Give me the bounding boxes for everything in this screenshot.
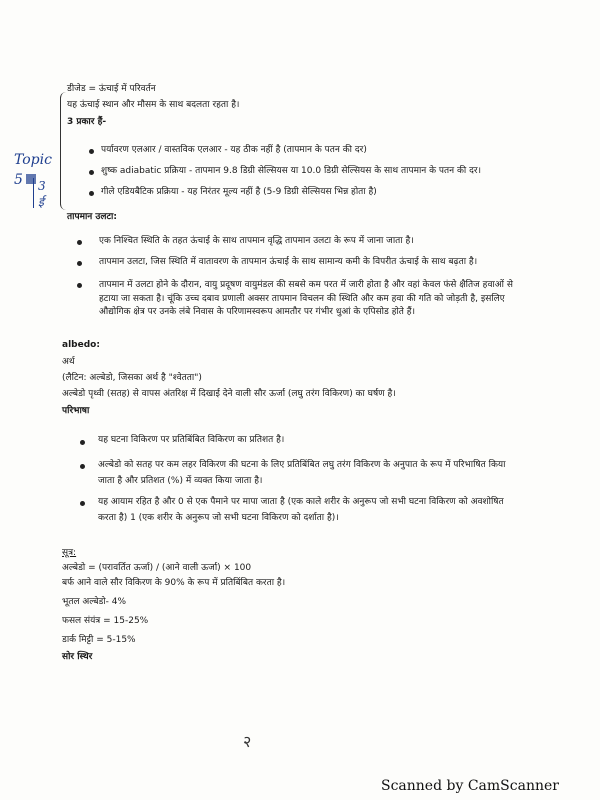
bullet-icon (89, 149, 94, 154)
intro-line: यह ऊंचाई स्थान और मौसम के साथ बदलता रहता है। (67, 100, 240, 110)
albedo-fact: फसल संयंत्र = 15-25% (62, 616, 149, 626)
type-item: गीले एडियबैटिक प्रक्रिया - यह निरंतर मूल्य नहीं है (5-9 डिग्री सेल्सियस भिन्न होता है) (101, 187, 377, 197)
latin-origin: (लैटिन: अल्बेडो, जिसका अर्थ है "श्वेतता") (62, 373, 202, 383)
inversion-point: तापमान में उलटा होने के दौरान, वायु प्रदूषण वायुमंडल की सबसे कम परत में जारी होता है और वहां केवल फंसे क्षैतिज हवाओं से हटाया जा सकता है। चूंकि उच्च दबाव प्रणाली अक्सर तापमान विचलन की स्थिति और कम हवा की गति को जोड़ती है, इसलिए औद्योगिक क्षेत्र पर उनके लंबे निवास के परिणामस्वरूप आमतौर पर गंभीर धुआं के एपिसोड होते हैं। (99, 280, 513, 317)
margin-bracket-small (33, 178, 38, 208)
dz-definition-line: डीजेड = ऊंचाई में परिवर्तन (67, 84, 156, 94)
margin-note-number: 5 (14, 172, 23, 188)
margin-note-sub1: 3 (38, 179, 46, 193)
inversion-heading: तापमान उलटा: (67, 212, 117, 222)
page-number: २ (243, 732, 252, 751)
albedo-point: यह घटना विकिरण पर प्रतिबिंबित विकिरण का प्रतिशत है। (98, 435, 285, 445)
solar-constant-heading: सोर स्थिर (62, 652, 93, 662)
meaning-label: अर्थ (62, 357, 75, 367)
type-item: पर्यावरण एलआर / वास्तविक एलआर - यह ठीक नहीं है (तापमान के पतन की दर) (101, 145, 367, 155)
bullet-icon (77, 261, 82, 266)
albedo-fact: बर्फ आने वाले सौर विकिरण के 90% के रूप में प्रतिबिंबित करता है। (62, 578, 286, 588)
bullet-icon (80, 501, 85, 506)
albedo-fact: डार्क मिट्टी = 5-15% (62, 635, 136, 645)
albedo-fact: भूतल अल्बेडो- 4% (62, 597, 127, 607)
inversion-point: तापमान उलटा, जिस स्थिति में वातावरण के तापमान ऊंचाई के साथ सामान्य कमी के विपरीत ऊंचाई के साथ बढ़ता है। (99, 257, 478, 267)
scanner-watermark: Scanned by CamScanner (381, 778, 559, 794)
definition-heading: परिभाषा (62, 406, 90, 416)
albedo-formula: अल्बेडो = (परावर्तित ऊर्जा) / (आने वाली ऊर्जा) × 100 (62, 563, 252, 573)
bullet-icon (80, 440, 85, 445)
bullet-icon (77, 283, 82, 288)
inversion-point: एक निश्चित स्थिति के तहत ऊंचाई के साथ तापमान वृद्धि तापमान उलटा के रूप में जाना जाता है। (99, 236, 414, 246)
albedo-definition-line: अल्बेडो पृथ्वी (सतह) से वापस अंतरिक्ष में दिखाई देने वाली सौर ऊर्जा (लघु तरंग विकिरण) का घर्षण है। (62, 389, 396, 399)
margin-note-sub2: ई (38, 195, 44, 209)
types-heading: 3 प्रकार हैं- (67, 117, 107, 127)
albedo-point: यह आयाम रहित है और 0 से एक पैमाने पर मापा जाता है (एक काले शरीर के अनुरूप जो सभी घटना विकिरण को अवशोषित करता है) 1 (एक शरीर के अनुरूप जो सभी घटना विकिरण को दर्शाता है)। (98, 497, 504, 523)
bullet-icon (89, 191, 94, 196)
albedo-point: अल्बेडो को सतह पर कम लहर विकिरण की घटना के लिए प्रतिबिंबित लघु तरंग विकिरण के अनुपात के रूप में परिभाषित किया जाता है और प्रतिशत (%) में व्यक्त किया जाता है। (98, 460, 506, 486)
type-item: शुष्क adiabatic प्रक्रिया - तापमान 9.8 डिग्री सेल्सियस या 10.0 डिग्री सेल्सियस के साथ तापमान के पतन की दर। (101, 166, 481, 176)
bullet-icon (89, 170, 94, 175)
margin-note-topic: Topic (14, 152, 52, 168)
albedo-title: albedo: (62, 340, 100, 350)
formula-label: सूत्र: (62, 548, 77, 558)
bullet-icon (80, 464, 85, 469)
bullet-icon (77, 240, 82, 245)
